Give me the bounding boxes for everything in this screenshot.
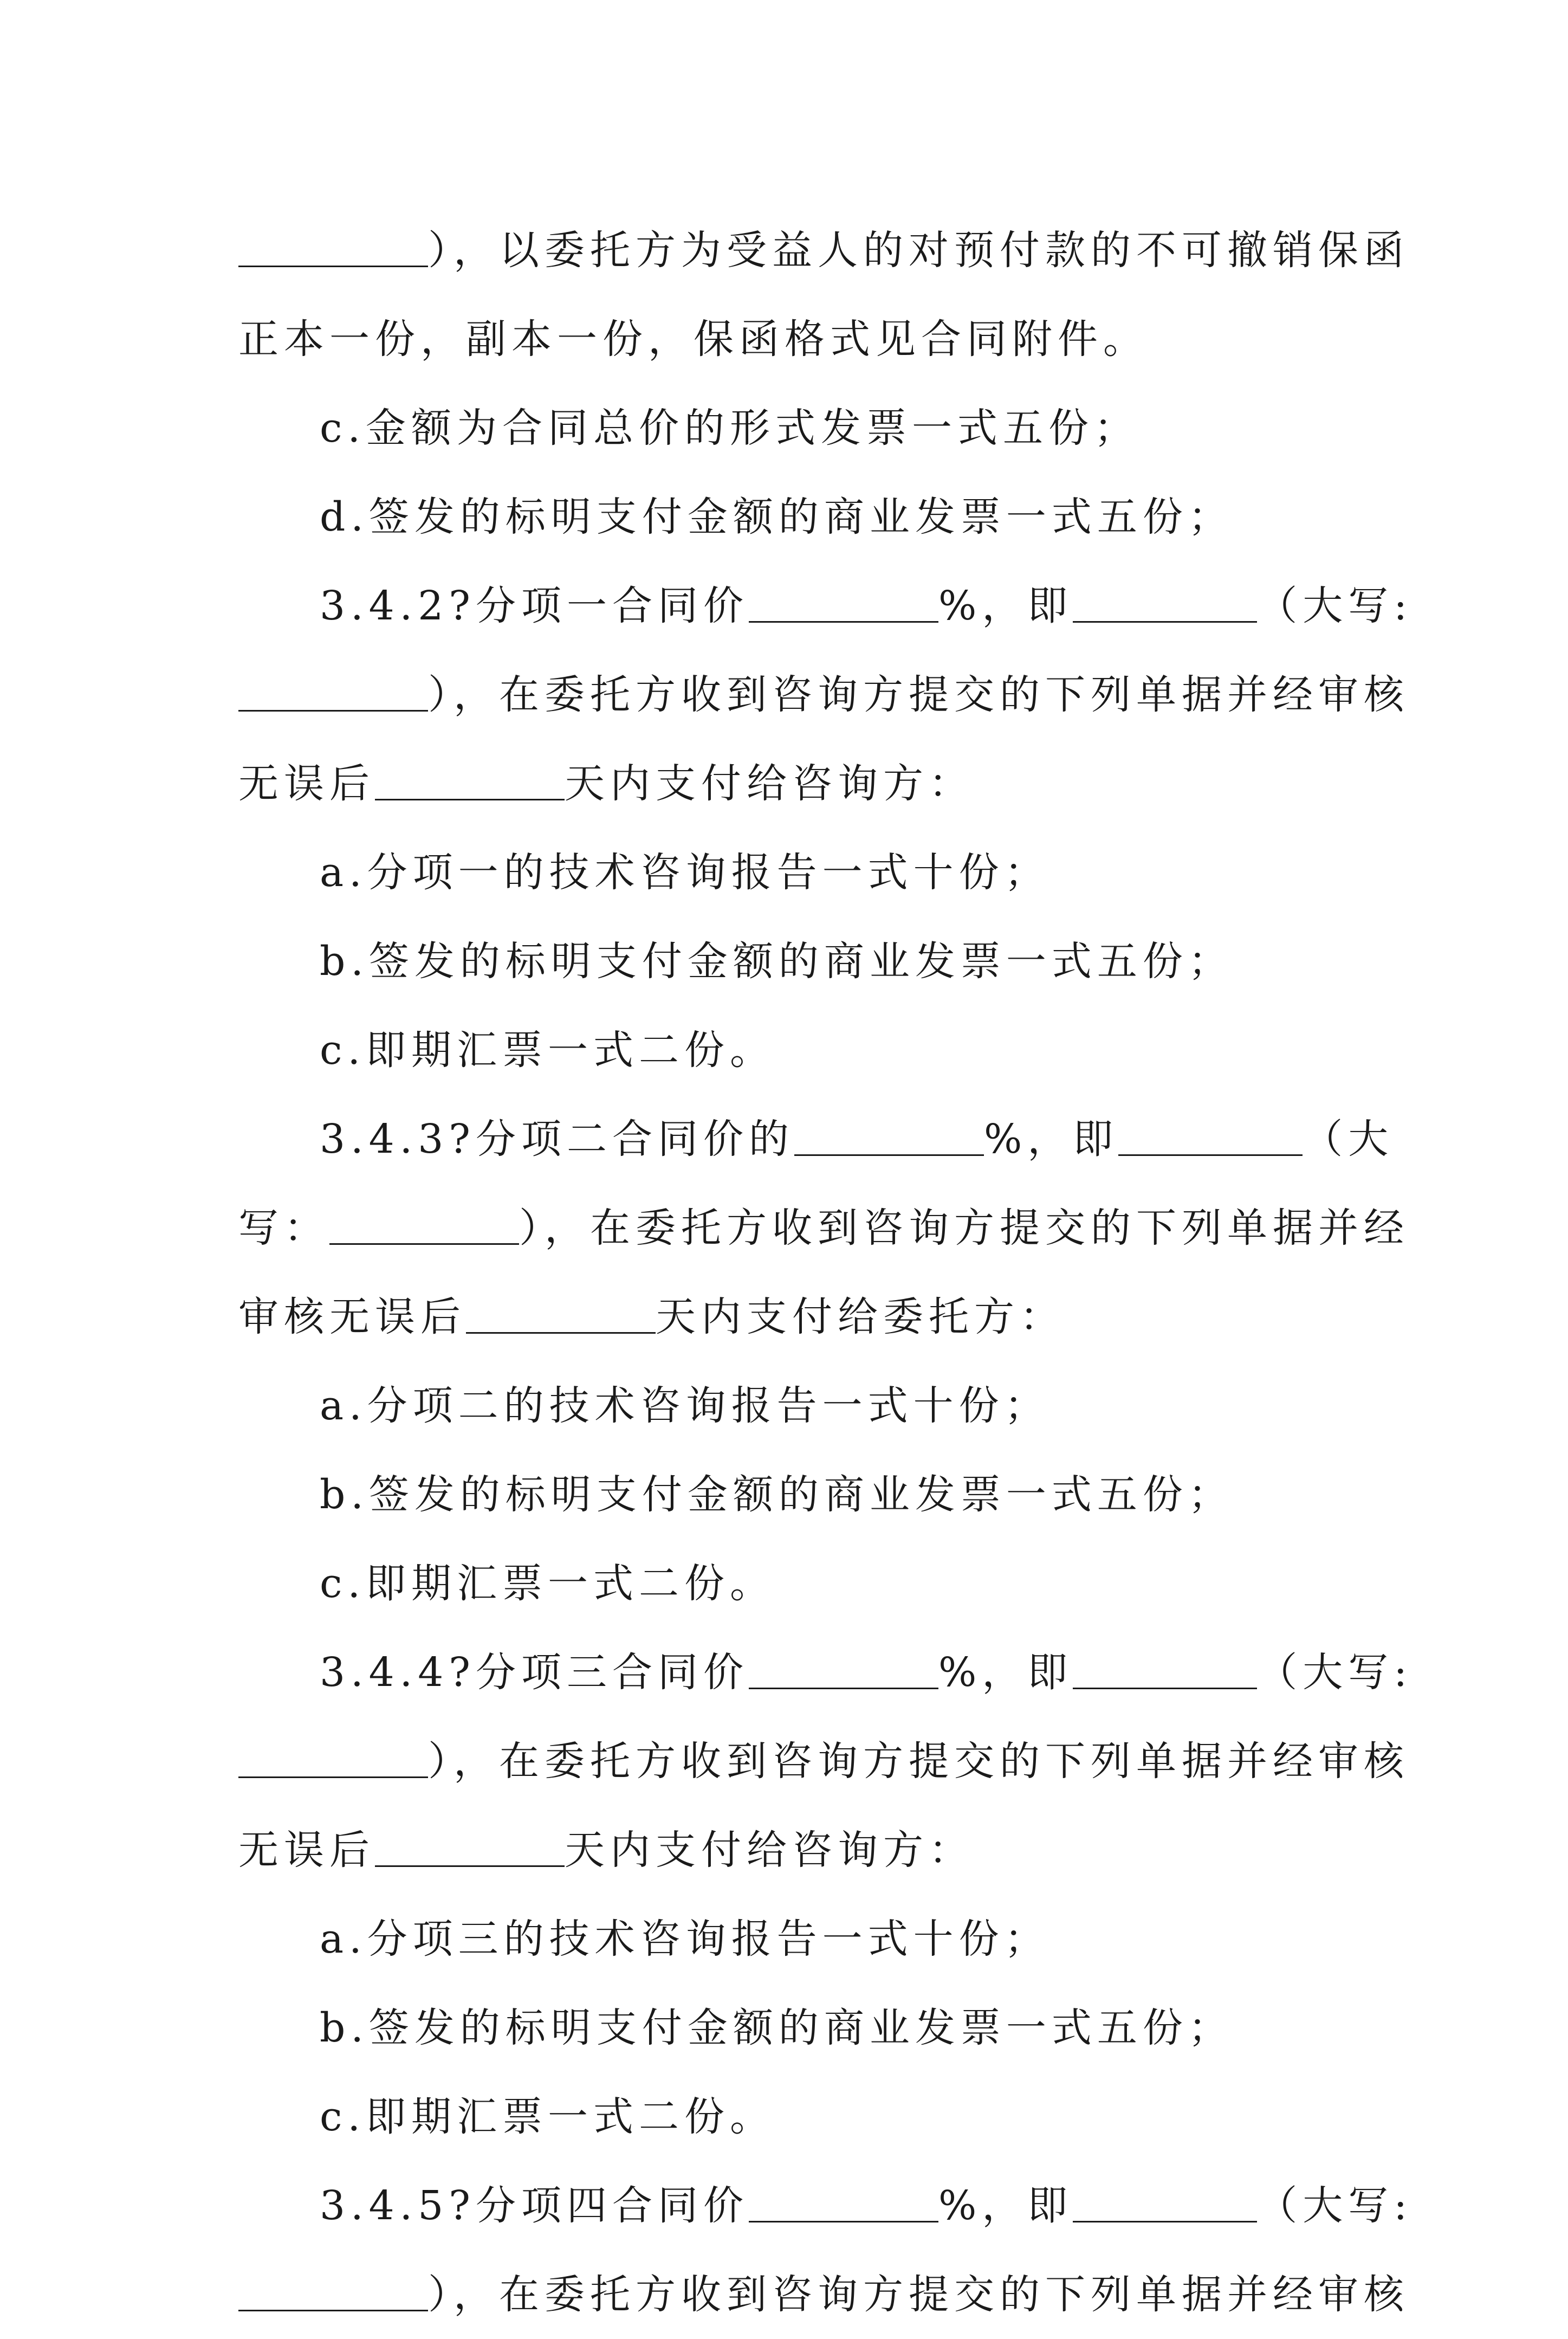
clause-3-4-2 xyxy=(238,561,1413,650)
text-line: b.签发的标明支付金额的商业发票一式五份； xyxy=(320,2005,1234,2051)
text-segment: （大写: xyxy=(1257,2182,1413,2229)
text-segment: （大 xyxy=(1303,1116,1394,1162)
text-line xyxy=(238,206,1409,295)
text-line: a.分项二的技术咨询报告一式十份； xyxy=(320,1382,1050,1429)
clause-3-4-4 xyxy=(238,1628,1413,1717)
text-segment: 天内支付给咨询方： xyxy=(565,760,974,807)
fill-blank xyxy=(466,1292,656,1334)
text-segment: ），在委托方收到咨询方提交的下列单据并经审核 xyxy=(428,671,1409,718)
text-line: a.分项三的技术咨询报告一式十份； xyxy=(320,1916,1050,1962)
fill-blank xyxy=(375,759,565,800)
fill-blank xyxy=(238,670,428,712)
text-segment: （大写: xyxy=(1257,583,1413,629)
fill-blank xyxy=(1073,2181,1257,2222)
fill-blank xyxy=(1073,581,1257,623)
text-segment: 无误后 xyxy=(238,760,375,807)
text-line xyxy=(238,1272,1344,1361)
text-segment: 3.4.5?分项四合同价 xyxy=(320,2182,749,2229)
text-segment: %，即 xyxy=(938,2182,1073,2229)
fill-blank xyxy=(238,1736,428,1778)
text-segment: ），在委托方收到咨询方提交的下列单据并经审核 xyxy=(428,1738,1409,1785)
text-line: a.分项一的技术咨询报告一式十份； xyxy=(320,849,1050,896)
text-line xyxy=(238,2250,1409,2339)
text-line: c.金额为合同总价的形式发票一式五份； xyxy=(320,405,1139,451)
text-line: c.即期汇票一式二份。 xyxy=(320,1027,775,1074)
fill-blank xyxy=(749,581,938,623)
text-segment: 天内支付给咨询方： xyxy=(565,1827,974,1873)
text-segment: 无误后 xyxy=(238,1827,375,1873)
fill-blank xyxy=(238,225,428,267)
text-line: b.签发的标明支付金额的商业发票一式五份； xyxy=(320,1471,1234,1518)
text-line xyxy=(238,650,1409,739)
text-line: c.即期汇票一式二份。 xyxy=(320,2094,775,2140)
fill-blank xyxy=(794,1114,984,1156)
text-segment: 天内支付给委托方： xyxy=(656,1294,1065,1340)
text-segment: %，即 xyxy=(983,1116,1119,1162)
fill-blank xyxy=(1118,1114,1303,1156)
text-line: c.即期汇票一式二份。 xyxy=(320,1560,775,1607)
text-line: b.签发的标明支付金额的商业发票一式五份； xyxy=(320,938,1234,985)
fill-blank xyxy=(329,1203,519,1245)
fill-blank xyxy=(375,1825,565,1867)
text-segment: 3.4.3?分项二合同价的 xyxy=(320,1116,794,1162)
text-line: d.签发的标明支付金额的商业发票一式五份； xyxy=(320,494,1234,540)
clause-3-4-3 xyxy=(238,1095,1394,1184)
text-segment: 审核无误后 xyxy=(238,1294,466,1340)
text-segment: ），以委托方为受益人的对预付款的不可撤销保函 xyxy=(428,227,1409,274)
text-segment: %，即 xyxy=(938,583,1073,629)
text-segment: ），在委托方收到咨询方提交的下列单据并经 xyxy=(519,1205,1409,1251)
text-line xyxy=(238,1717,1409,1806)
fill-blank xyxy=(749,2181,938,2222)
text-segment: ），在委托方收到咨询方提交的下列单据并经审核 xyxy=(428,2271,1409,2318)
fill-blank xyxy=(749,1647,938,1689)
text-line: 正本一份，副本一份，保函格式见合同附件。 xyxy=(238,316,1149,363)
fill-blank xyxy=(1073,1647,1257,1689)
text-line xyxy=(238,1184,1409,1272)
fill-blank xyxy=(238,2270,428,2311)
text-segment: %，即 xyxy=(938,1649,1073,1696)
text-segment: 3.4.4?分项三合同价 xyxy=(320,1649,749,1696)
document-page xyxy=(238,206,1413,2339)
clause-3-4-5 xyxy=(238,2161,1413,2250)
text-segment: 3.4.2?分项一合同价 xyxy=(320,583,749,629)
text-line xyxy=(238,739,1344,828)
text-line xyxy=(238,1806,1344,1895)
text-segment: （大写: xyxy=(1257,1649,1413,1696)
text-segment: 写： xyxy=(238,1205,329,1251)
